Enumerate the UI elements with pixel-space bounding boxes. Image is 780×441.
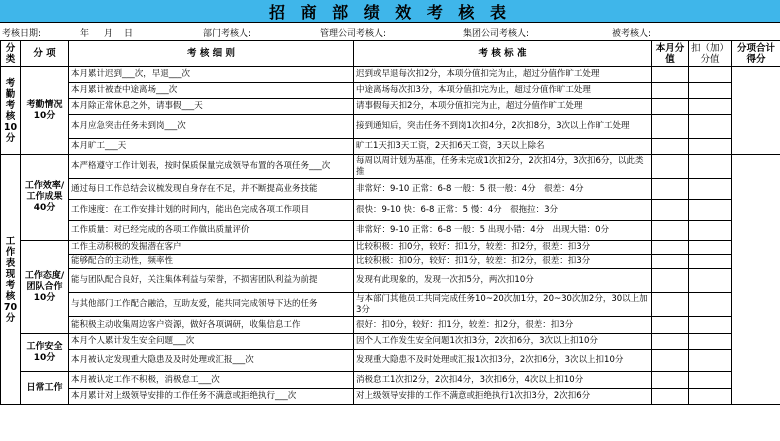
month-score-cell[interactable] bbox=[652, 350, 689, 372]
standard-cell: 消极怠工1次扣2分，2次扣4分，3次扣6分，4次以上扣10分 bbox=[354, 372, 652, 389]
table-row bbox=[1, 372, 780, 389]
month-score-cell[interactable] bbox=[652, 255, 689, 269]
detail-cell: 本严格遵守工作计划表，按时保质保量完成领导布置的各项任务___次 bbox=[69, 155, 354, 179]
detail-cell: 本月个人累计发生安全问题___次 bbox=[69, 334, 354, 350]
standard-cell: 比较积极：扣0分，较好：扣1分，较差：扣2分，很差：扣3分 bbox=[354, 241, 652, 255]
month-score-cell[interactable] bbox=[652, 67, 689, 83]
form-title: 招 商 部 绩 效 考 核 表 bbox=[0, 0, 780, 23]
month-score-cell[interactable] bbox=[652, 139, 689, 155]
table-row bbox=[1, 221, 780, 241]
table-row bbox=[1, 269, 780, 293]
table-row bbox=[1, 99, 780, 115]
month-score-cell[interactable] bbox=[652, 115, 689, 139]
month-score-cell[interactable] bbox=[652, 179, 689, 200]
standard-cell: 很好：扣0分，较好：扣1分，较差：扣2分，很差：扣3分 bbox=[354, 317, 652, 334]
col-header-item: 分 项 bbox=[21, 41, 69, 67]
deduct-cell[interactable] bbox=[689, 372, 732, 389]
dept-reviewer-label: 部门考核人: bbox=[203, 29, 252, 39]
detail-cell: 能与团队配合良好，关注集体利益与荣誉，不损害团队利益为前提 bbox=[69, 269, 354, 293]
deduct-cell[interactable] bbox=[689, 317, 732, 334]
section-performance: 工作表现考核70分 bbox=[1, 155, 21, 405]
group-efficiency: 工作效率/工作成果 40分 bbox=[21, 155, 69, 241]
deduct-cell[interactable] bbox=[689, 139, 732, 155]
standard-cell: 每周以周计划为基准，任务未完成1次扣2分，2次扣4分，3次扣6分，以此类推 bbox=[354, 155, 652, 179]
group-attitude: 工作态度/团队合作10分 bbox=[21, 241, 69, 334]
group-safety: 工作安全10分 bbox=[21, 334, 69, 372]
col-header-category: 分类 bbox=[1, 41, 21, 67]
deduct-cell[interactable] bbox=[689, 389, 732, 405]
month-score-cell[interactable] bbox=[652, 372, 689, 389]
deduct-cell[interactable] bbox=[689, 155, 732, 179]
standard-cell: 请事假每天扣2分，本项分值扣完为止，超过分值作旷工处理 bbox=[354, 99, 652, 115]
deduct-cell[interactable] bbox=[689, 200, 732, 221]
standard-cell: 接到通知后，突击任务不到岗1次扣4分，2次扣8分，3次以上作旷工处理 bbox=[354, 115, 652, 139]
standard-cell: 因个人工作发生安全问题1次扣3分，2次扣6分，3次以上扣10分 bbox=[354, 334, 652, 350]
detail-cell: 与其他部门工作配合融洽，互助友爱，能共同完成领导下达的任务 bbox=[69, 293, 354, 317]
standard-cell: 非常好：9-10 正常：6-8 一般：5 很一般：4分 很差：4分 bbox=[354, 179, 652, 200]
day-label: 日 bbox=[124, 29, 134, 39]
detail-cell: 工作主动积极的发掘潜在客户 bbox=[69, 241, 354, 255]
month-score-cell[interactable] bbox=[652, 155, 689, 179]
group-reviewer-label: 集团公司考核人: bbox=[463, 29, 530, 39]
month-score-cell[interactable] bbox=[652, 99, 689, 115]
detail-cell: 能积极主动收集周边客户资源，做好各项调研，收集信息工作 bbox=[69, 317, 354, 334]
detail-cell: 本月累计迟到___次，早退___次 bbox=[69, 67, 354, 83]
detail-cell: 本月累计被查中途离场___次 bbox=[69, 83, 354, 99]
table-row bbox=[1, 293, 780, 317]
standard-cell: 很快：9-10 快：6-8 正常：5 慢：4分 很拖拉：3分 bbox=[354, 200, 652, 221]
table-row bbox=[1, 115, 780, 139]
section-attendance: 考勤考核10分 bbox=[1, 67, 21, 155]
table-row bbox=[1, 255, 780, 269]
deduct-cell[interactable] bbox=[689, 350, 732, 372]
date-label: 考核日期: bbox=[2, 29, 42, 39]
detail-cell: 本月应急突击任务未到岗___次 bbox=[69, 115, 354, 139]
detail-cell: 本月累计对上级领导安排的工作任务不满意或拒绝执行___次 bbox=[69, 389, 354, 405]
reviewee-label: 被考核人: bbox=[612, 29, 652, 39]
standard-cell: 旷工1天扣3天工资，2天扣6天工资，3天以上除名 bbox=[354, 139, 652, 155]
table-row bbox=[1, 67, 780, 83]
year-label: 年 bbox=[80, 29, 90, 39]
group-daily: 日常工作 bbox=[21, 372, 69, 405]
month-score-cell[interactable] bbox=[652, 317, 689, 334]
standard-cell: 对上级领导安排的工作不满意或拒绝执行1次扣3分，2次扣6分 bbox=[354, 389, 652, 405]
total-cell[interactable] bbox=[732, 155, 780, 405]
detail-cell: 能够配合的主动性，频率性 bbox=[69, 255, 354, 269]
detail-cell: 本月被认定发现重大隐患及及时处理或汇报___次 bbox=[69, 350, 354, 372]
mgmt-reviewer-label: 管理公司考核人: bbox=[320, 29, 387, 39]
table-row bbox=[1, 317, 780, 334]
month-score-cell[interactable] bbox=[652, 293, 689, 317]
standard-cell: 发现重大隐患不及时处理或汇报1次扣3分，2次扣6分，3次以上扣10分 bbox=[354, 350, 652, 372]
deduct-cell[interactable] bbox=[689, 83, 732, 99]
meta-row bbox=[0, 23, 780, 41]
group-attendance: 考勤情况10分 bbox=[21, 67, 69, 155]
deduct-cell[interactable] bbox=[689, 255, 732, 269]
assessment-table bbox=[0, 40, 780, 405]
standard-cell: 比较积极：扣0分，较好：扣1分，较差：扣2分，很差：扣3分 bbox=[354, 255, 652, 269]
detail-cell: 本月除正常休息之外，请事假___天 bbox=[69, 99, 354, 115]
deduct-cell[interactable] bbox=[689, 269, 732, 293]
deduct-cell[interactable] bbox=[689, 115, 732, 139]
month-score-cell[interactable] bbox=[652, 221, 689, 241]
month-score-cell[interactable] bbox=[652, 334, 689, 350]
table-row bbox=[1, 241, 780, 255]
total-cell[interactable] bbox=[732, 67, 780, 155]
deduct-cell[interactable] bbox=[689, 67, 732, 83]
month-score-cell[interactable] bbox=[652, 83, 689, 99]
standard-cell: 迟到或早退每次扣2分，本项分值扣完为止，超过分值作旷工处理 bbox=[354, 67, 652, 83]
standard-cell: 中途离场每次扣3分，本项分值扣完为止，超过分值作旷工处理 bbox=[354, 83, 652, 99]
deduct-cell[interactable] bbox=[689, 99, 732, 115]
month-score-cell[interactable] bbox=[652, 389, 689, 405]
standard-cell: 发现有此现象的，发现一次扣5分，两次扣10分 bbox=[354, 269, 652, 293]
table-row bbox=[1, 179, 780, 200]
deduct-cell[interactable] bbox=[689, 179, 732, 200]
month-label: 月 bbox=[104, 29, 114, 39]
table-row bbox=[1, 350, 780, 372]
table-row bbox=[1, 139, 780, 155]
deduct-cell[interactable] bbox=[689, 293, 732, 317]
col-header-standard: 考 核 标 准 bbox=[354, 41, 652, 67]
table-row bbox=[1, 155, 780, 179]
col-header-detail: 考 核 细 则 bbox=[69, 41, 354, 67]
col-header-deduct: 扣（加）分值 bbox=[689, 41, 732, 67]
detail-cell: 通过每日工作总结会议梳发现自身存在不足，并不断提高业务技能 bbox=[69, 179, 354, 200]
col-header-total: 分项合计得分 bbox=[732, 41, 780, 67]
month-score-cell[interactable] bbox=[652, 269, 689, 293]
header-row bbox=[1, 41, 780, 67]
table-row bbox=[1, 334, 780, 350]
detail-cell: 工作质量：对已经完成的各项工作做出质量评价 bbox=[69, 221, 354, 241]
month-score-cell[interactable] bbox=[652, 241, 689, 255]
deduct-cell[interactable] bbox=[689, 241, 732, 255]
table-row bbox=[1, 200, 780, 221]
detail-cell: 本月旷工___天 bbox=[69, 139, 354, 155]
month-score-cell[interactable] bbox=[652, 200, 689, 221]
detail-cell: 本月被认定工作不积极，消极怠工___次 bbox=[69, 372, 354, 389]
standard-cell: 与本部门其他员工共同完成任务10~20次加1分，20~30次加2分，30以上加3分 bbox=[354, 293, 652, 317]
col-header-month-score: 本月分值 bbox=[652, 41, 689, 67]
detail-cell: 工作速度：在工作安排计划的时间内，能出色完成各项工作项目 bbox=[69, 200, 354, 221]
deduct-cell[interactable] bbox=[689, 221, 732, 241]
deduct-cell[interactable] bbox=[689, 334, 732, 350]
table-row bbox=[1, 389, 780, 405]
table-row bbox=[1, 83, 780, 99]
standard-cell: 非常好：9-10 正常：6-8 一般：5 出现小错：4分 出现大错：0分 bbox=[354, 221, 652, 241]
